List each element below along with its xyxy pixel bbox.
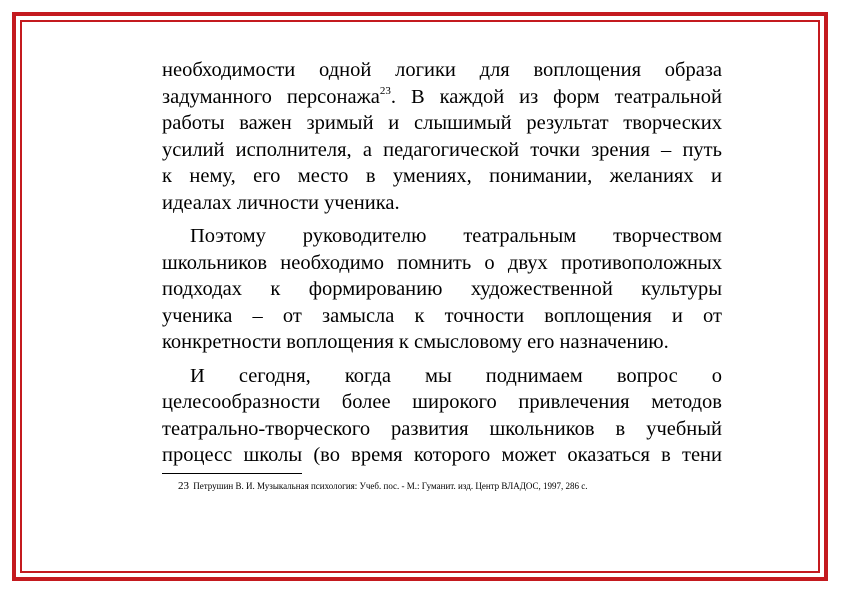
paragraph-line: Поэтому руководителю театральным творчеством: [190, 225, 722, 247]
paragraph-gap: [162, 216, 722, 223]
footnote-text: Петрушин В. И. Музыкальная психология: Учеб. пос. - М.: Гуманит. изд. Центр ВЛАДОС, 1997, 286 с.: [193, 481, 588, 491]
paragraph-line: подходах к формированию художественной культуры: [162, 278, 722, 300]
paragraph-line: конкретности воплощения к смысловому его назначению.: [162, 331, 669, 353]
footnote-separator: [162, 473, 302, 474]
paragraph-gap: [162, 356, 722, 363]
paragraph-line: ученика – от замысла к точности воплощения и от: [162, 304, 722, 327]
paragraph-line: к нему, его место в умениях, понимании, желаниях и: [162, 165, 722, 187]
footnote: [178, 480, 587, 492]
line-part: . В каждой из форм театральной: [390, 85, 722, 108]
paragraph-line: работы важен зримый и слышимый результат творческих: [162, 112, 722, 134]
paragraph-line: усилий исполнителя, а педагогической точки зрения – путь: [162, 138, 722, 161]
paragraph-line: школьников необходимо помнить о двух противоположных: [162, 251, 722, 274]
paragraph-line: целесообразности более широкого привлечения методов: [162, 391, 722, 413]
paragraph-line: театрально-творческого развития школьников в учебный: [162, 417, 722, 440]
paragraph-line: И сегодня, когда мы поднимаем вопрос о: [190, 364, 722, 387]
footnote-reference[interactable]: 23: [379, 84, 391, 97]
paragraph-line: идеалах личности ученика.: [162, 191, 400, 214]
paragraph-line: процесс школы (во время которого может оказаться в тени: [162, 444, 722, 466]
paragraph-line: необходимости одной логики для воплощения образа: [162, 59, 722, 81]
body-text: [162, 57, 722, 469]
line-part: задуманного персонажа: [162, 85, 380, 108]
paragraph-line: [162, 84, 722, 111]
footnote-number: 23: [178, 480, 189, 492]
